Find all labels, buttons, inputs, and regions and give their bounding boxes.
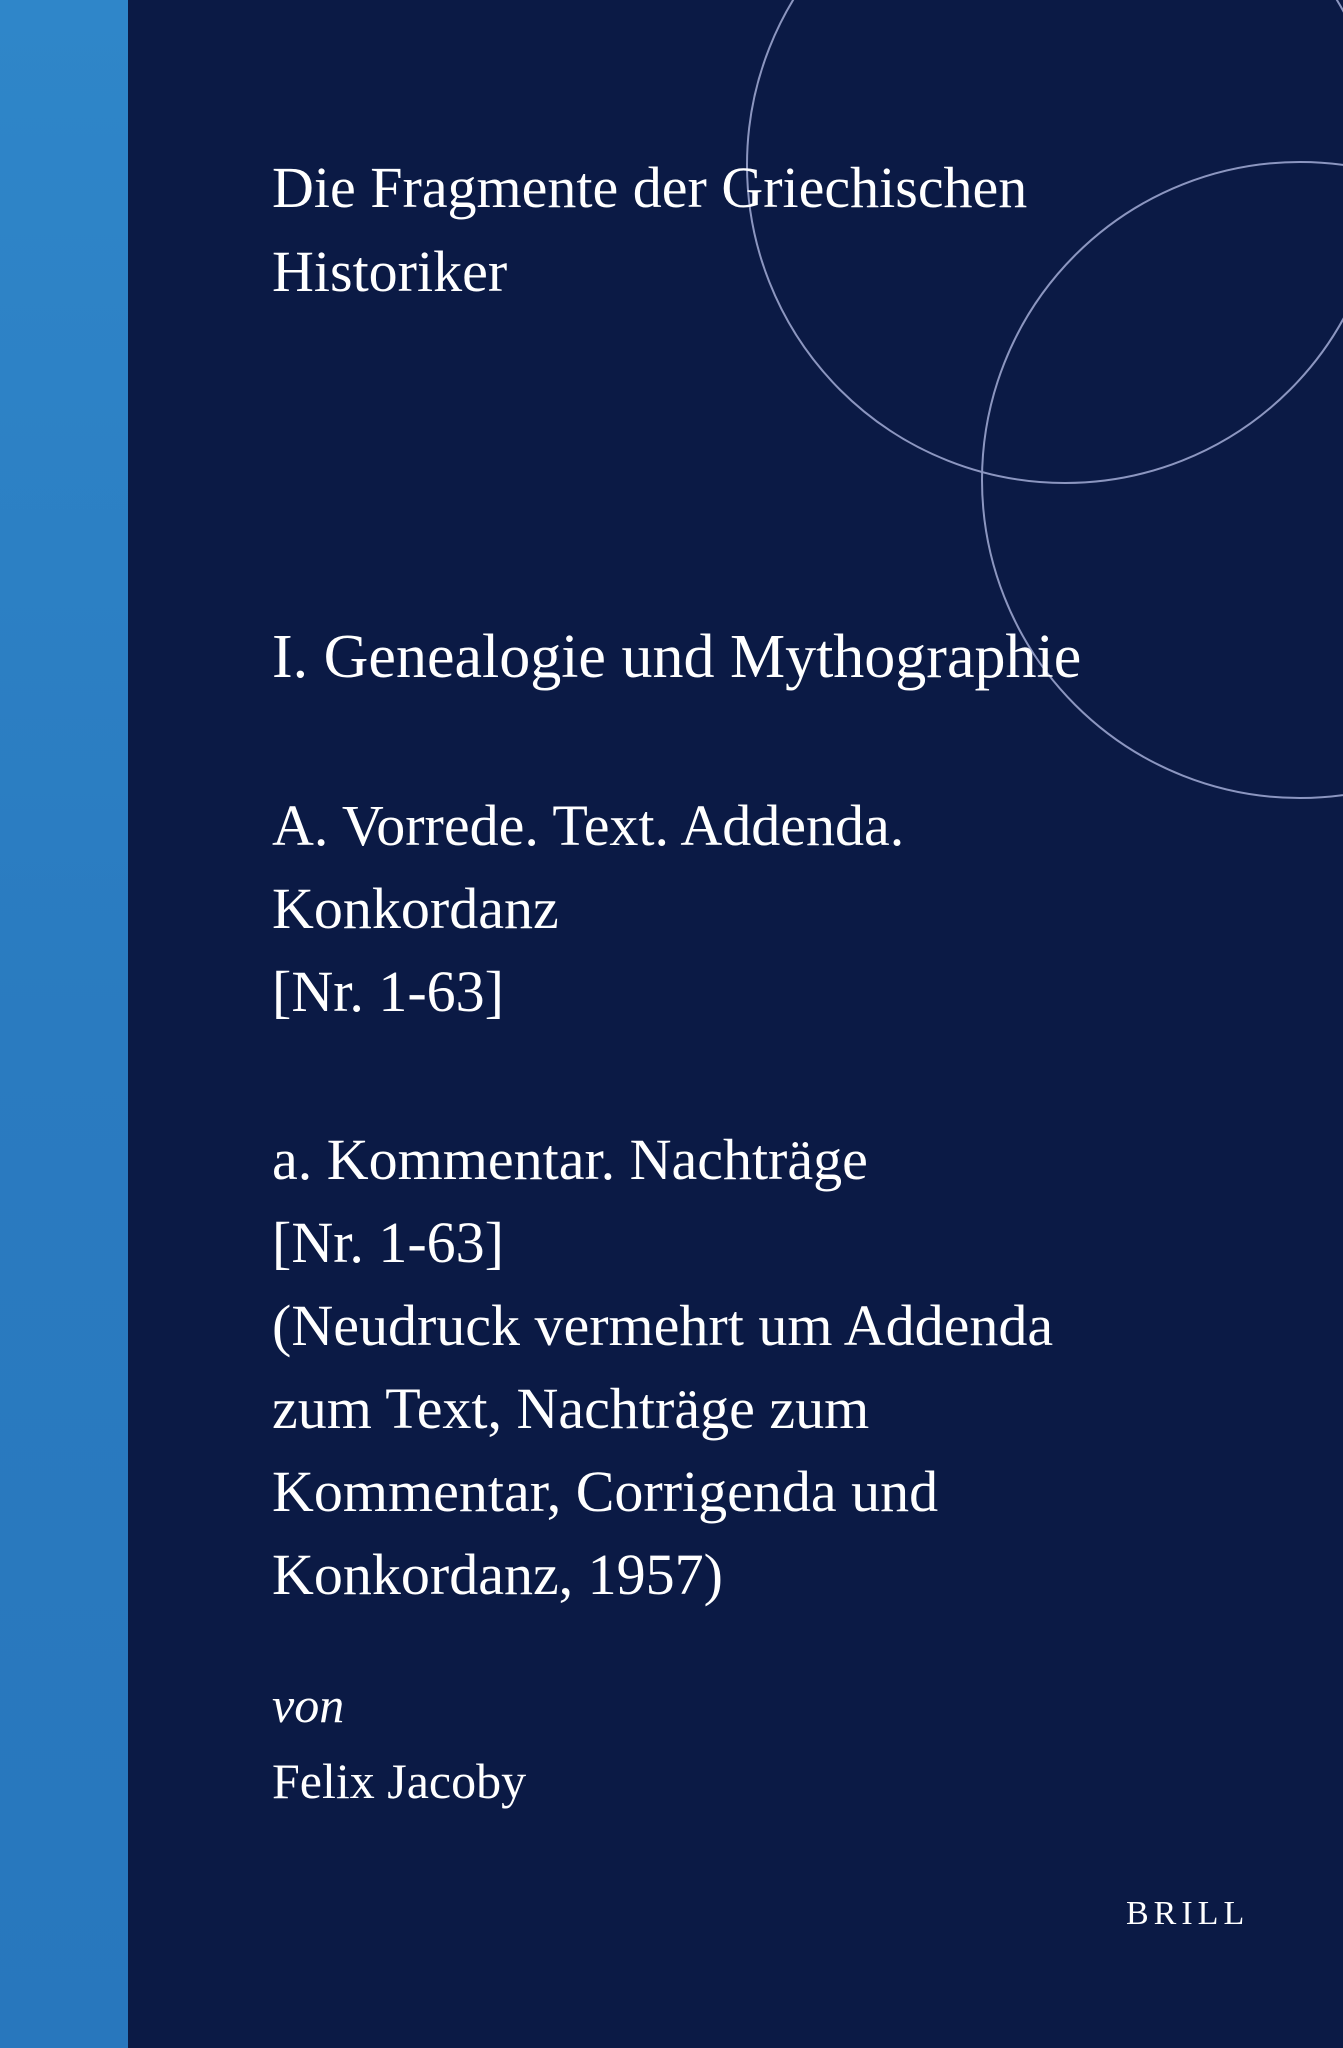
volume-title: I. Genealogie und Mythographie xyxy=(272,623,1082,691)
part-a-block xyxy=(272,784,904,1033)
decorative-circle-lower xyxy=(982,162,1343,798)
series-title xyxy=(272,146,1027,314)
publisher-logo: BRILL xyxy=(1126,1895,1250,1932)
series-title-line-2: Historiker xyxy=(272,239,508,304)
part-a-line-1: A. Vorrede. Text. Addenda. xyxy=(272,793,905,858)
part-a-sub-line-4: zum Text, Nachträge zum xyxy=(272,1376,870,1441)
author-name: Felix Jacoby xyxy=(272,1753,527,1809)
von-label: von xyxy=(272,1677,345,1733)
series-title-line-1: Die Fragmente der Griechischen xyxy=(272,155,1028,220)
part-a-line-3: [Nr. 1-63] xyxy=(272,959,504,1024)
part-a-sub-line-1: a. Kommentar. Nachträge xyxy=(272,1127,868,1192)
part-a-line-2: Konkordanz xyxy=(272,876,559,941)
part-a-sub-block xyxy=(272,1118,1053,1616)
part-a-sub-line-6: Konkordanz, 1957) xyxy=(272,1542,724,1607)
part-a-sub-line-5: Kommentar, Corrigenda und xyxy=(272,1459,939,1524)
part-a-sub-line-3: (Neudruck vermehrt um Addenda xyxy=(272,1293,1054,1358)
part-a-sub-line-2: [Nr. 1-63] xyxy=(272,1210,504,1275)
